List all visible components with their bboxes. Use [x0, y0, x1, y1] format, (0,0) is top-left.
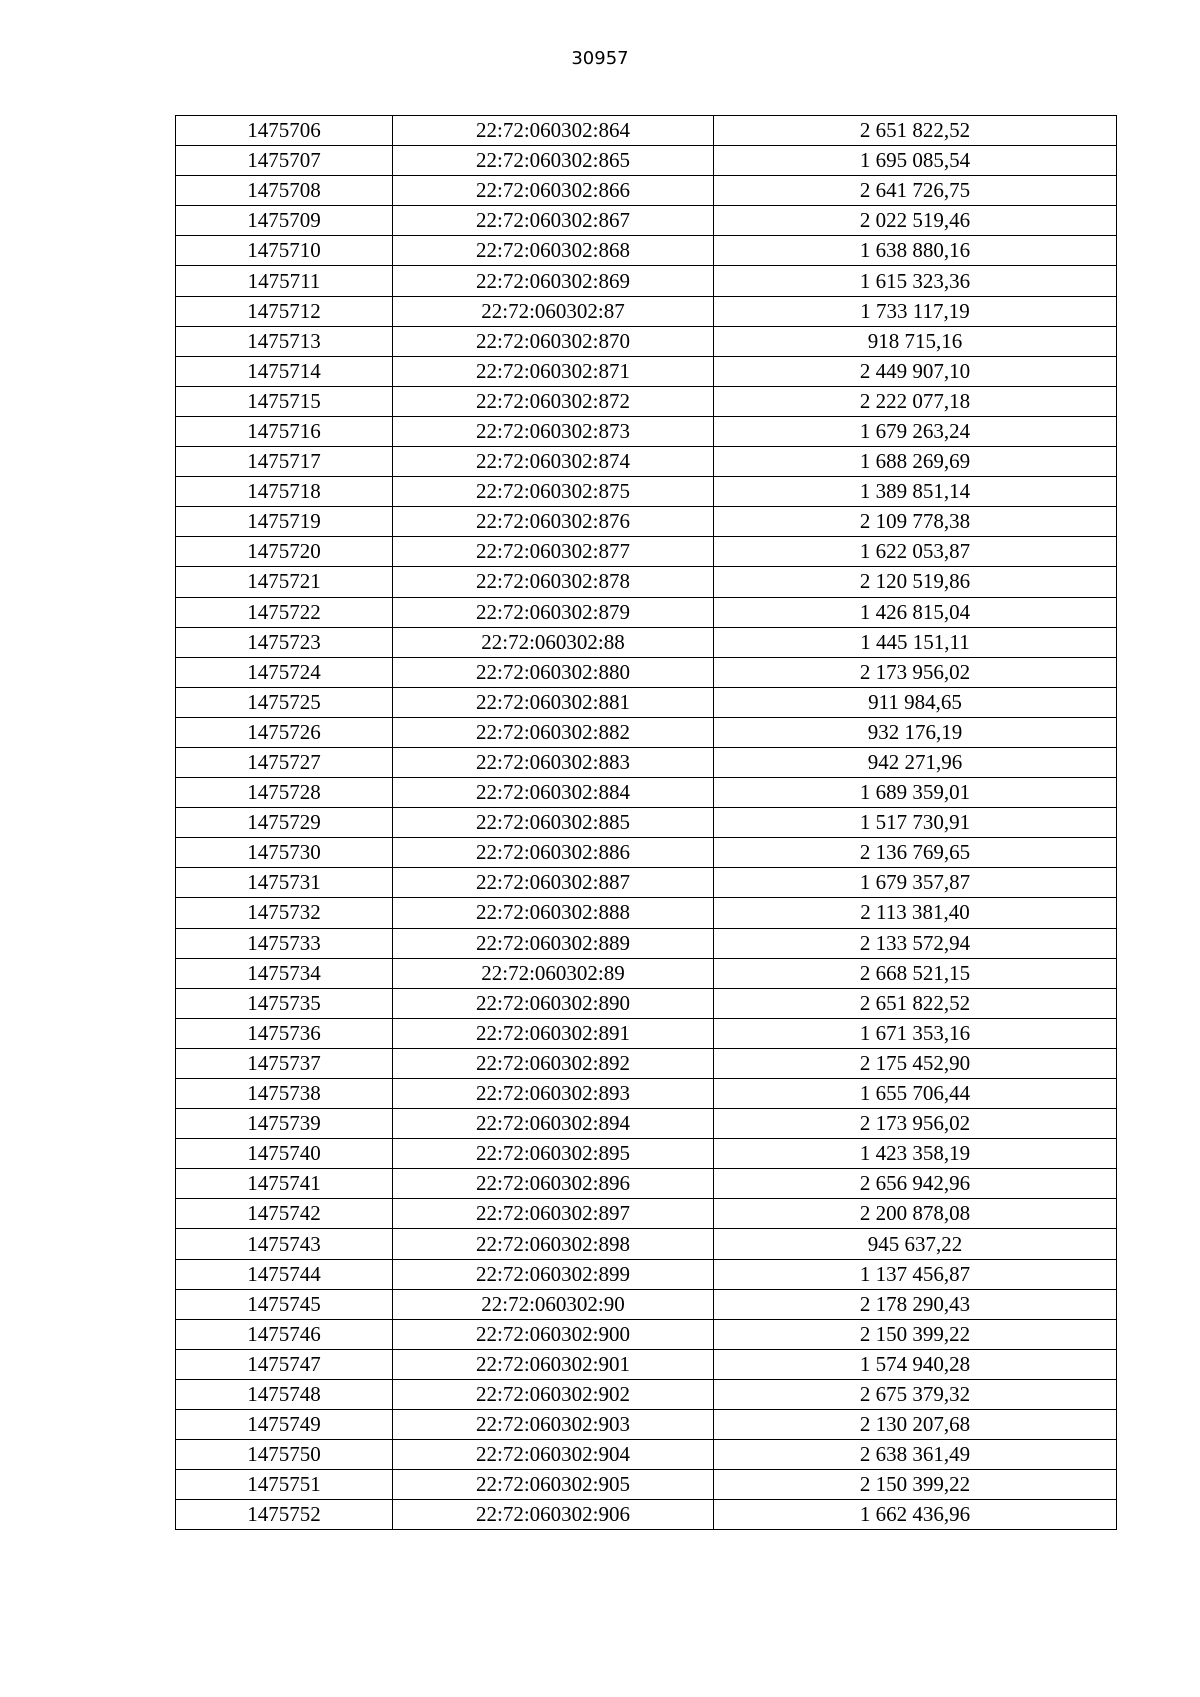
- cadastral-value-cell: 2 651 822,52: [714, 116, 1117, 146]
- row-number-cell: 1475722: [176, 597, 393, 627]
- cadastral-value-cell: 1 622 053,87: [714, 537, 1117, 567]
- table-row: [176, 657, 1117, 687]
- cadastral-number-cell: 22:72:060302:897: [393, 1199, 714, 1229]
- table-row: [176, 266, 1117, 296]
- cadastral-number-cell: 22:72:060302:87: [393, 296, 714, 326]
- table-row: [176, 1079, 1117, 1109]
- cadastral-number-cell: 22:72:060302:874: [393, 447, 714, 477]
- cadastral-number-cell: 22:72:060302:866: [393, 176, 714, 206]
- cadastral-value-cell: 2 638 361,49: [714, 1440, 1117, 1470]
- cadastral-number-cell: 22:72:060302:896: [393, 1169, 714, 1199]
- table-row: [176, 507, 1117, 537]
- cadastral-value-cell: 1 574 940,28: [714, 1349, 1117, 1379]
- cadastral-number-cell: 22:72:060302:900: [393, 1319, 714, 1349]
- cadastral-number-cell: 22:72:060302:903: [393, 1410, 714, 1440]
- table-row: [176, 1199, 1117, 1229]
- cadastral-value-cell: 1 662 436,96: [714, 1500, 1117, 1530]
- row-number-cell: 1475716: [176, 416, 393, 446]
- cadastral-value-cell: 2 173 956,02: [714, 657, 1117, 687]
- cadastral-number-cell: 22:72:060302:868: [393, 236, 714, 266]
- cadastral-number-cell: 22:72:060302:893: [393, 1079, 714, 1109]
- cadastral-number-cell: 22:72:060302:871: [393, 356, 714, 386]
- cadastral-number-cell: 22:72:060302:867: [393, 206, 714, 236]
- row-number-cell: 1475710: [176, 236, 393, 266]
- row-number-cell: 1475748: [176, 1379, 393, 1409]
- table-row: [176, 988, 1117, 1018]
- row-number-cell: 1475736: [176, 1018, 393, 1048]
- table-body: [176, 116, 1117, 1530]
- row-number-cell: 1475728: [176, 778, 393, 808]
- table-row: [176, 356, 1117, 386]
- table-row: [176, 1229, 1117, 1259]
- row-number-cell: 1475724: [176, 657, 393, 687]
- cadastral-value-cell: 2 222 077,18: [714, 386, 1117, 416]
- cadastral-value-cell: 1 389 851,14: [714, 477, 1117, 507]
- table-row: [176, 146, 1117, 176]
- cadastral-value-cell: 2 022 519,46: [714, 206, 1117, 236]
- table-row: [176, 717, 1117, 747]
- table-row: [176, 597, 1117, 627]
- cadastral-number-cell: 22:72:060302:880: [393, 657, 714, 687]
- cadastral-value-cell: 2 675 379,32: [714, 1379, 1117, 1409]
- cadastral-value-cell: 911 984,65: [714, 687, 1117, 717]
- cadastral-value-cell: 2 175 452,90: [714, 1048, 1117, 1078]
- table-row: [176, 537, 1117, 567]
- row-number-cell: 1475712: [176, 296, 393, 326]
- cadastral-number-cell: 22:72:060302:875: [393, 477, 714, 507]
- cadastral-value-table: [175, 115, 1117, 1530]
- cadastral-value-cell: 1 679 263,24: [714, 416, 1117, 446]
- row-number-cell: 1475735: [176, 988, 393, 1018]
- cadastral-number-cell: 22:72:060302:887: [393, 868, 714, 898]
- row-number-cell: 1475725: [176, 687, 393, 717]
- cadastral-value-cell: 2 130 207,68: [714, 1410, 1117, 1440]
- table-row: [176, 928, 1117, 958]
- cadastral-value-cell: 2 449 907,10: [714, 356, 1117, 386]
- row-number-cell: 1475747: [176, 1349, 393, 1379]
- cadastral-value-cell: 2 109 778,38: [714, 507, 1117, 537]
- table-row: [176, 838, 1117, 868]
- cadastral-number-cell: 22:72:060302:895: [393, 1139, 714, 1169]
- row-number-cell: 1475749: [176, 1410, 393, 1440]
- cadastral-number-cell: 22:72:060302:865: [393, 146, 714, 176]
- cadastral-number-cell: 22:72:060302:889: [393, 928, 714, 958]
- table-row: [176, 416, 1117, 446]
- cadastral-value-cell: 1 688 269,69: [714, 447, 1117, 477]
- table-row: [176, 1440, 1117, 1470]
- cadastral-number-cell: 22:72:060302:879: [393, 597, 714, 627]
- table-row: [176, 778, 1117, 808]
- cadastral-number-cell: 22:72:060302:878: [393, 567, 714, 597]
- cadastral-value-cell: 2 656 942,96: [714, 1169, 1117, 1199]
- cadastral-number-cell: 22:72:060302:894: [393, 1109, 714, 1139]
- row-number-cell: 1475708: [176, 176, 393, 206]
- cadastral-value-cell: 1 517 730,91: [714, 808, 1117, 838]
- cadastral-number-cell: 22:72:060302:902: [393, 1379, 714, 1409]
- row-number-cell: 1475726: [176, 717, 393, 747]
- cadastral-number-cell: 22:72:060302:888: [393, 898, 714, 928]
- row-number-cell: 1475713: [176, 326, 393, 356]
- cadastral-number-cell: 22:72:060302:872: [393, 386, 714, 416]
- cadastral-value-cell: 2 651 822,52: [714, 988, 1117, 1018]
- row-number-cell: 1475733: [176, 928, 393, 958]
- cadastral-value-cell: 2 668 521,15: [714, 958, 1117, 988]
- table-row: [176, 1109, 1117, 1139]
- row-number-cell: 1475709: [176, 206, 393, 236]
- table-row: [176, 1048, 1117, 1078]
- row-number-cell: 1475715: [176, 386, 393, 416]
- cadastral-number-cell: 22:72:060302:883: [393, 747, 714, 777]
- cadastral-number-cell: 22:72:060302:882: [393, 717, 714, 747]
- table-row: [176, 236, 1117, 266]
- cadastral-value-cell: 1 689 359,01: [714, 778, 1117, 808]
- cadastral-number-cell: 22:72:060302:864: [393, 116, 714, 146]
- cadastral-number-cell: 22:72:060302:905: [393, 1470, 714, 1500]
- row-number-cell: 1475727: [176, 747, 393, 777]
- table-row: [176, 386, 1117, 416]
- cadastral-number-cell: 22:72:060302:904: [393, 1440, 714, 1470]
- table-row: [176, 898, 1117, 928]
- cadastral-number-cell: 22:72:060302:886: [393, 838, 714, 868]
- table-row: [176, 477, 1117, 507]
- cadastral-number-cell: 22:72:060302:898: [393, 1229, 714, 1259]
- cadastral-value-cell: 2 173 956,02: [714, 1109, 1117, 1139]
- cadastral-value-cell: 932 176,19: [714, 717, 1117, 747]
- table-row: [176, 1500, 1117, 1530]
- table-row: [176, 296, 1117, 326]
- cadastral-value-cell: 1 679 357,87: [714, 868, 1117, 898]
- cadastral-number-cell: 22:72:060302:876: [393, 507, 714, 537]
- table-row: [176, 1319, 1117, 1349]
- row-number-cell: 1475734: [176, 958, 393, 988]
- cadastral-value-cell: 1 671 353,16: [714, 1018, 1117, 1048]
- cadastral-value-cell: 2 113 381,40: [714, 898, 1117, 928]
- cadastral-number-cell: 22:72:060302:877: [393, 537, 714, 567]
- row-number-cell: 1475721: [176, 567, 393, 597]
- row-number-cell: 1475746: [176, 1319, 393, 1349]
- cadastral-value-cell: 1 426 815,04: [714, 597, 1117, 627]
- cadastral-value-cell: 1 638 880,16: [714, 236, 1117, 266]
- row-number-cell: 1475739: [176, 1109, 393, 1139]
- row-number-cell: 1475751: [176, 1470, 393, 1500]
- row-number-cell: 1475718: [176, 477, 393, 507]
- cadastral-number-cell: 22:72:060302:906: [393, 1500, 714, 1530]
- cadastral-number-cell: 22:72:060302:88: [393, 627, 714, 657]
- cadastral-value-cell: 2 136 769,65: [714, 838, 1117, 868]
- row-number-cell: 1475741: [176, 1169, 393, 1199]
- cadastral-value-cell: 1 445 151,11: [714, 627, 1117, 657]
- cadastral-value-cell: 945 637,22: [714, 1229, 1117, 1259]
- row-number-cell: 1475737: [176, 1048, 393, 1078]
- row-number-cell: 1475732: [176, 898, 393, 928]
- cadastral-value-cell: 2 120 519,86: [714, 567, 1117, 597]
- row-number-cell: 1475717: [176, 447, 393, 477]
- cadastral-value-cell: 1 137 456,87: [714, 1259, 1117, 1289]
- row-number-cell: 1475723: [176, 627, 393, 657]
- table-row: [176, 116, 1117, 146]
- row-number-cell: 1475720: [176, 537, 393, 567]
- row-number-cell: 1475711: [176, 266, 393, 296]
- page-number: 30957: [571, 48, 629, 69]
- cadastral-value-cell: 918 715,16: [714, 326, 1117, 356]
- cadastral-number-cell: 22:72:060302:89: [393, 958, 714, 988]
- row-number-cell: 1475742: [176, 1199, 393, 1229]
- cadastral-number-cell: 22:72:060302:881: [393, 687, 714, 717]
- table-row: [176, 1379, 1117, 1409]
- table-row: [176, 1259, 1117, 1289]
- cadastral-value-cell: 2 150 399,22: [714, 1319, 1117, 1349]
- table-row: [176, 868, 1117, 898]
- row-number-cell: 1475745: [176, 1289, 393, 1319]
- table-row: [176, 1470, 1117, 1500]
- cadastral-value-cell: 2 178 290,43: [714, 1289, 1117, 1319]
- row-number-cell: 1475750: [176, 1440, 393, 1470]
- row-number-cell: 1475729: [176, 808, 393, 838]
- row-number-cell: 1475738: [176, 1079, 393, 1109]
- table-row: [176, 808, 1117, 838]
- table-row: [176, 687, 1117, 717]
- row-number-cell: 1475743: [176, 1229, 393, 1259]
- row-number-cell: 1475740: [176, 1139, 393, 1169]
- cadastral-number-cell: 22:72:060302:891: [393, 1018, 714, 1048]
- row-number-cell: 1475714: [176, 356, 393, 386]
- cadastral-value-cell: 1 733 117,19: [714, 296, 1117, 326]
- cadastral-number-cell: 22:72:060302:885: [393, 808, 714, 838]
- table-row: [176, 1169, 1117, 1199]
- table-row: [176, 447, 1117, 477]
- cadastral-value-cell: 1 655 706,44: [714, 1079, 1117, 1109]
- cadastral-value-cell: 942 271,96: [714, 747, 1117, 777]
- cadastral-number-cell: 22:72:060302:869: [393, 266, 714, 296]
- row-number-cell: 1475707: [176, 146, 393, 176]
- table-row: [176, 958, 1117, 988]
- cadastral-value-cell: 1 695 085,54: [714, 146, 1117, 176]
- cadastral-number-cell: 22:72:060302:901: [393, 1349, 714, 1379]
- table-row: [176, 206, 1117, 236]
- row-number-cell: 1475744: [176, 1259, 393, 1289]
- table-row: [176, 1349, 1117, 1379]
- table-row: [176, 627, 1117, 657]
- cadastral-number-cell: 22:72:060302:90: [393, 1289, 714, 1319]
- table-row: [176, 567, 1117, 597]
- cadastral-value-cell: 2 641 726,75: [714, 176, 1117, 206]
- table-row: [176, 176, 1117, 206]
- row-number-cell: 1475731: [176, 868, 393, 898]
- cadastral-value-cell: 1 615 323,36: [714, 266, 1117, 296]
- cadastral-value-cell: 2 150 399,22: [714, 1470, 1117, 1500]
- table-row: [176, 1410, 1117, 1440]
- table-row: [176, 1139, 1117, 1169]
- table-row: [176, 1289, 1117, 1319]
- cadastral-value-cell: 2 133 572,94: [714, 928, 1117, 958]
- cadastral-number-cell: 22:72:060302:890: [393, 988, 714, 1018]
- table-row: [176, 1018, 1117, 1048]
- row-number-cell: 1475719: [176, 507, 393, 537]
- cadastral-number-cell: 22:72:060302:899: [393, 1259, 714, 1289]
- cadastral-number-cell: 22:72:060302:870: [393, 326, 714, 356]
- table-row: [176, 747, 1117, 777]
- table-row: [176, 326, 1117, 356]
- cadastral-number-cell: 22:72:060302:892: [393, 1048, 714, 1078]
- row-number-cell: 1475730: [176, 838, 393, 868]
- row-number-cell: 1475706: [176, 116, 393, 146]
- row-number-cell: 1475752: [176, 1500, 393, 1530]
- cadastral-value-cell: 1 423 358,19: [714, 1139, 1117, 1169]
- cadastral-number-cell: 22:72:060302:873: [393, 416, 714, 446]
- cadastral-number-cell: 22:72:060302:884: [393, 778, 714, 808]
- cadastral-value-cell: 2 200 878,08: [714, 1199, 1117, 1229]
